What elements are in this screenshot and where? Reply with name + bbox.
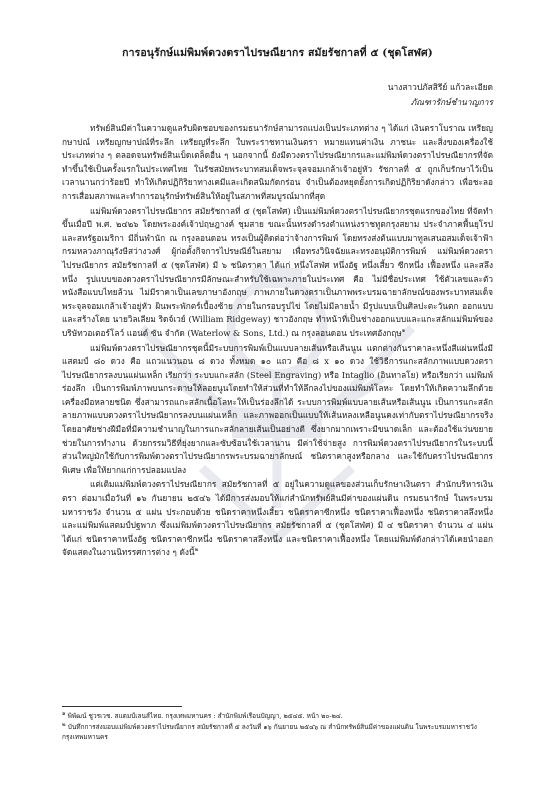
- document-title: การอนุรักษ์แม่พิมพ์ดวงตราไปรษณียากร สมัยรัชกาลที่ ๕ (ชุดโสฬศ): [122, 47, 433, 59]
- footnotes: [62, 711, 493, 743]
- footnote-2: $^๒$ บันทึกการส่งมอบแม่พิมพ์ดวงตราไปรษณียากร สมัยรัชกาลที่ ๕ ลงวันที่ ๑๖ กันยายน ๒๕๔๖ ณ สำนักทรัพย์สินมีค่าของแผ่นดิน ในพระบรมมหาราชวัง กรุงเทพมหานคร: [62, 721, 477, 741]
- paragraph-4: แต่เดิมแม่พิมพ์ดวงตราไปรษณียากร สมัยรัชกาลที่ ๕ อยู่ในความดูแลของส่วนเก็บรักษาเงินตรา สำนักบริหารเงินตรา ต่อมาเมื่อวันที่ ๑๖ กันยายน ๒๕๔๖ ได้มีการส่งมอบให้แก่สำนักทรัพย์สินมีค่าของแผ่นดิน กรมธนารักษ์ ในพระบรมมหาราชวัง จำนวน ๕ แผ่น ประกอบด้วย ชนิดราคาหนึ่งเสี้ยว ชนิดราคาซีกหนึ่ง ชนิดราคาเฟื้องหนึ่ง ชนิดราคาสลึงหนึ่ง และแม่พิมพ์แสตมป์ปฐพาภ ซึ่งแม่พิมพ์ดวงตราไปรษณียากร สมัยรัชกาลที่ ๕ (ชุดโสฬศ) มี ๔ ชนิดราคา จำนวน ๔ แผ่น ได้แก่ ชนิดราคาหนึ่งอัฐ ชนิดราคาซีกหนึ่ง ชนิดราคาสลึงหนึ่ง และชนิดราคาเฟื้องหนึ่ง โดยแม่พิมพ์ดังกล่าวได้เคยนำออกจัดแสดงในงานนิทรรศการต่าง ๆ ดังนี้$^๒$: [62, 479, 493, 558]
- footnote-divider: [62, 706, 182, 707]
- footnote-mark-2: ๒: [194, 547, 199, 554]
- author-name: นางสาวปภัสสิรีย์ แก้วละเอียด: [387, 82, 493, 92]
- paragraph-2: แม่พิมพ์ดวงตราไปรษณียากร สมัยรัชกาลที่ ๕ (ชุดโสฬศ) เป็นแม่พิมพ์ดวงตราไปรษณียากรชุดแรกของไทย ที่จัดทำขึ้นเมื่อปี พ.ศ. ๒๔๒๖ โดยพระองค์เจ้าปฤษฎางค์ ชุมสาย ขณะนั้นทรงดำรงตำแหน่งราชทูตกรุงสยาม ประจำภาคพื้นยุโรปและสหรัฐอเมริกา มีถิ่นพำนัก ณ กรุงลอนดอน ทรงเป็นผู้ติดต่อว่าจ้างการพิมพ์ โดยทรงส่งต้นแบบมาทูลเสนอสมเด็จเจ้าฟ้ากรมหลวงภาณุรังษีสว่างวงศ์ ผู้ก่อตั้งกิจการไปรษณีย์ในสยาม เพื่อทรงวินิจฉัยและทรงอนุมัติการพิมพ์ แม่พิมพ์ดวงตราไปรษณียากร สมัยรัชกาลที่ ๕ (ชุดโสฬศ) มี ๖ ชนิดราคา ได้แก่ หนึ่งโสฬศ หนึ่งอัฐ หนึ่งเสี้ยว ซีกหนึ่ง เฟื้องหนึ่ง และสลึงหนึ่ง รูปแบบของดวงตราไปรษณียากรมีลักษณะสำหรับใช้เฉพาะภายในประเทศ คือ ไม่มีชื่อประเทศ ใช้ตัวเลขและตัวหนังสือแบบไทยล้วน ไม่มีราคาเป็นเลขภาษาอังกฤษ ภาพภายในดวงตราเป็นภาพพระบรมฉายาลักษณ์ของพระบาทสมเด็จพระจุลจอมเกล้าเจ้าอยู่หัว ผินพระพักตร์เบื้องซ้าย ภายในกรอบรูปไข่ โดยไม่มีลายน้ำ มีรูปแบบเป็นศิลปะตะวันตก ออกแบบและสร้างโดย นายวิลเลียม ริดจ์เวย์ (William Ridgeway) ชาวอังกฤษ ทำหน้าที่เป็นช่างออกแบบและแกะสลักแม่พิมพ์ของบริษัทวอเตอร์โลว์ แอนด์ ซัน จำกัด (Waterlow & Sons, Ltd.) ณ กรุงลอนดอน ประเทศอังกฤษ$^๑$: [62, 205, 493, 338]
- paragraph-3: แม่พิมพ์ดวงตราไปรษณียากรชุดนี้มีระบบการพิมพ์เป็นแบบลายเส้นหรือเส้นนูน แตกต่างกันราคาละหนึ่งสีแผ่นหนึ่งมีแสตมป์ ๘๐ ดวง คือ แถวแนวนอน ๘ ดวง ทั้งหมด ๑๐ แถว คือ ๘ x ๑๐ ดวง ใช้วิธีการแกะสลักภาพแบบดวงตราไปรษณียากรลงบนแผ่นเหล็ก เรียกว่า ระบบแกะสลัก (Steel Engraving) หรือ Intaglio (อินทาลโย) หรือเรียกว่า แม่พิมพ์ร่องลึก เป็นการพิมพ์ภาพบนกระดาษให้ลอยนูนโดยทำให้ส่วนที่ทำให้ลึกลงไปของแม่พิมพ์โลหะ โดยทำให้เกิดความลึกด้วยเครื่องมือหลายชนิด ซึ่งสามารถแกะสลักเนื้อโลหะให้เป็นร่องลึกได้ ระบบการพิมพ์แบบลายเส้นหรือเส้นนูน เป็นการแกะสลักลายภาพแบบดวงตราไปรษณียากรลงบนแผ่นเหล็ก และภาพออกเป็นแบบให้เส้นหลงเหลือนูนคงเท่ากับตราไปรษณียากรจริง โดยอาศัยช่างฝีมือที่มีความชำนาญในการแกะสลักลายเส้นเป็นอย่างดี ซึ่งยากมากเพราะมีขนาดเล็ก และต้องใช้แว่นขยายช่วยในการทำงาน ด้วยกรรมวิธีที่ยุ่งยากและซับซ้อนใช้เวลานาน มีค่าใช้จ่ายสูง การพิมพ์ดวงตราไปรษณียากรในระบบนี้ส่วนใหญ่มักใช้กับการพิมพ์ดวงตราไปรษณียากรพระบรมฉายาลักษณ์ ชนิดราคาสูงหรือกลาง และใช้กับตราไปรษณียากรพิเศษ เพื่อให้ยากแก่การปลอมแปลง: [62, 342, 493, 475]
- author-position: ภัณฑารักษ์ชำนาญการ: [410, 97, 493, 107]
- footnote-mark-1: ๑: [401, 328, 406, 335]
- paragraph-1: ทรัพย์สินมีค่าในความดูแลรับผิดชอบของกรมธนารักษ์สามารถแบ่งเป็นประเภทต่าง ๆ ได้แก่ เงินตราโบราณ เหรียญกษาปณ์ เหรียญกษาปณ์ที่ระลึก เหรียญที่ระลึก ใบพระราชทานเงินตรา หมายแทนค่าเงิน ภาชนะ และสิ่งของเครื่องใช้ประเภทต่าง ๆ ตลอดจนทรัพย์สินเบ็ดเตล็ดอื่น ๆ นอกจากนี้ ยังมีดวงตราไปรษณียากรและแม่พิมพ์ดวงตราไปรษณียากรที่จัดทำขึ้นใช้เป็นครั้งแรกในประเทศไทย ในรัชสมัยพระบาทสมเด็จพระจุลจอมเกล้าเจ้าอยู่หัว รัชกาลที่ ๕ ถูกเก็บรักษาไว้เป็นเวลานานกว่าร้อยปี ทำให้เกิดปฏิกิริยาทางเคมีและเกิดสนิมกัดกร่อน จำเป็นต้องหยุดยั้งการเกิดปฏิกิริยาดังกล่าว เพื่อชะลอการเสื่อมสภาพและทำการอนุรักษ์ทรัพย์สินให้อยู่ในสภาพที่สมบูรณ์มากที่สุด: [62, 123, 493, 201]
- document-body: [62, 122, 493, 560]
- author-block: [388, 80, 493, 110]
- footnote-1: $^๑$ พิพัฒน์ ชูวรเวช. สแตมป์เลนส์ไทย. กรุงเทพมหานคร : สำนักพิมพ์เรือนปัญญา, ๒๕๔๕. หน้า ๒๐-๒๔.: [62, 710, 343, 720]
